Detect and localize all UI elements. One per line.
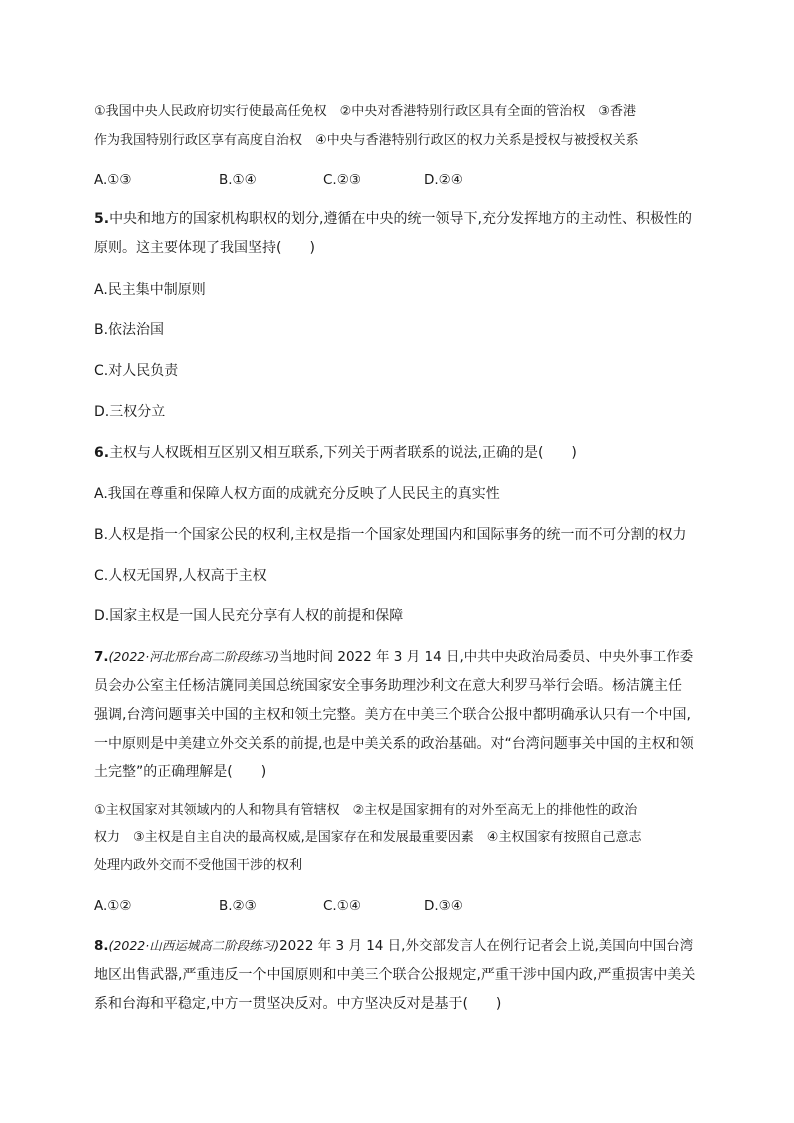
q7-stem-line-2: 员会办公室主任杨洁篪同美国总统国家安全事务助理沙利文在意大利罗马举行会晤。杨洁篪主任 <box>94 678 682 694</box>
q6-option-b: B.人权是指一个国家公民的权利,主权是指一个国家处理国内和国际事务的统一而不可分割的权力 <box>94 527 687 543</box>
q7-source: (2022·河北邢台高二阶段练习) <box>108 649 280 664</box>
q6-number: 6. <box>94 445 110 461</box>
q8-number: 8. <box>94 938 109 954</box>
q7-option-c: C.①④ <box>323 898 361 914</box>
q6-option-a: A.我国在尊重和保障人权方面的成就充分反映了人民民主的真实性 <box>94 486 500 502</box>
q7-option-a: A.①② <box>94 898 132 914</box>
q4-statement-line-2: 作为我国特别行政区享有高度自治权 ④中央与香港特别行政区的权力关系是授权与被授权关系 <box>94 133 639 148</box>
q7-stem-line-5: 土完整”的正确理解是( ) <box>94 764 267 780</box>
q5-stem-line-1: 5.中央和地方的国家机构职权的划分,遵循在中央的统一领导下,充分发挥地方的主动性、积极性的 <box>94 211 692 227</box>
q7-number: 7. <box>94 649 109 665</box>
q7-statement-line-3: 处理内政外交而不受他国干涉的权利 <box>94 858 303 873</box>
q5-option-b: B.依法治国 <box>94 322 165 338</box>
q5-stem-line-2: 原则。这主要体现了我国坚持( ) <box>94 240 315 256</box>
q7-statement-line-2: 权力 ③主权是自主自决的最高权威,是国家存在和发展最重要因素 ④主权国家有按照自己意志 <box>94 830 642 845</box>
q8-stem-line-2: 地区出售武器,严重违反一个中国原则和中美三个联合公报规定,严重干涉中国内政,严重损害中美关 <box>94 967 696 983</box>
q8-stem-line-1: 8.(2022·山西运城高二阶段练习)2022 年 3 月 14 日,外交部发言人在例行记者会上说,美国向中国台湾 <box>94 938 694 954</box>
q5-option-d: D.三权分立 <box>94 404 166 420</box>
q4-option-b: B.①④ <box>219 172 257 188</box>
q4-option-c: C.②③ <box>323 172 361 188</box>
q5-option-a: A.民主集中制原则 <box>94 282 206 298</box>
q6-option-c: C.人权无国界,人权高于主权 <box>94 568 267 584</box>
q6-option-d: D.国家主权是一国人民充分享有人权的前提和保障 <box>94 608 404 624</box>
q6-stem: 6.主权与人权既相互区别又相互联系,下列关于两者联系的说法,正确的是( ) <box>94 445 577 461</box>
q7-stem-line-1: 7.(2022·河北邢台高二阶段练习)当地时间 2022 年 3 月 14 日,中共中央政治局委员、中央外事工作委 <box>94 649 694 665</box>
q8-stem-line-3: 系和台海和平稳定,中方一贯坚决反对。中方坚决反对是基于( ) <box>94 996 502 1012</box>
q7-statement-line-1: ①主权国家对其领域内的人和物具有管辖权 ②主权是国家拥有的对外至高无上的排他性的政治 <box>94 803 638 818</box>
q4-option-a: A.①③ <box>94 172 132 188</box>
q5-number: 5. <box>94 211 110 227</box>
q7-stem-line-3: 强调,台湾问题事关中国的主权和领土完整。美方在中美三个联合公报中都明确承认只有一个中国, <box>94 707 691 723</box>
q5-option-c: C.对人民负责 <box>94 363 179 379</box>
q4-statement-line-1: ①我国中央人民政府切实行使最高任免权 ②中央对香港特别行政区具有全面的管治权 ③香港 <box>94 104 636 119</box>
q7-option-d: D.③④ <box>424 898 463 914</box>
q8-source: (2022·山西运城高二阶段练习) <box>108 938 280 953</box>
q7-option-b: B.②③ <box>219 898 257 914</box>
q7-stem-line-4: 一中原则是中美建立外交关系的前提,也是中美关系的政治基础。对“台湾问题事关中国的主权和领 <box>94 736 694 752</box>
q4-option-d: D.②④ <box>424 172 463 188</box>
